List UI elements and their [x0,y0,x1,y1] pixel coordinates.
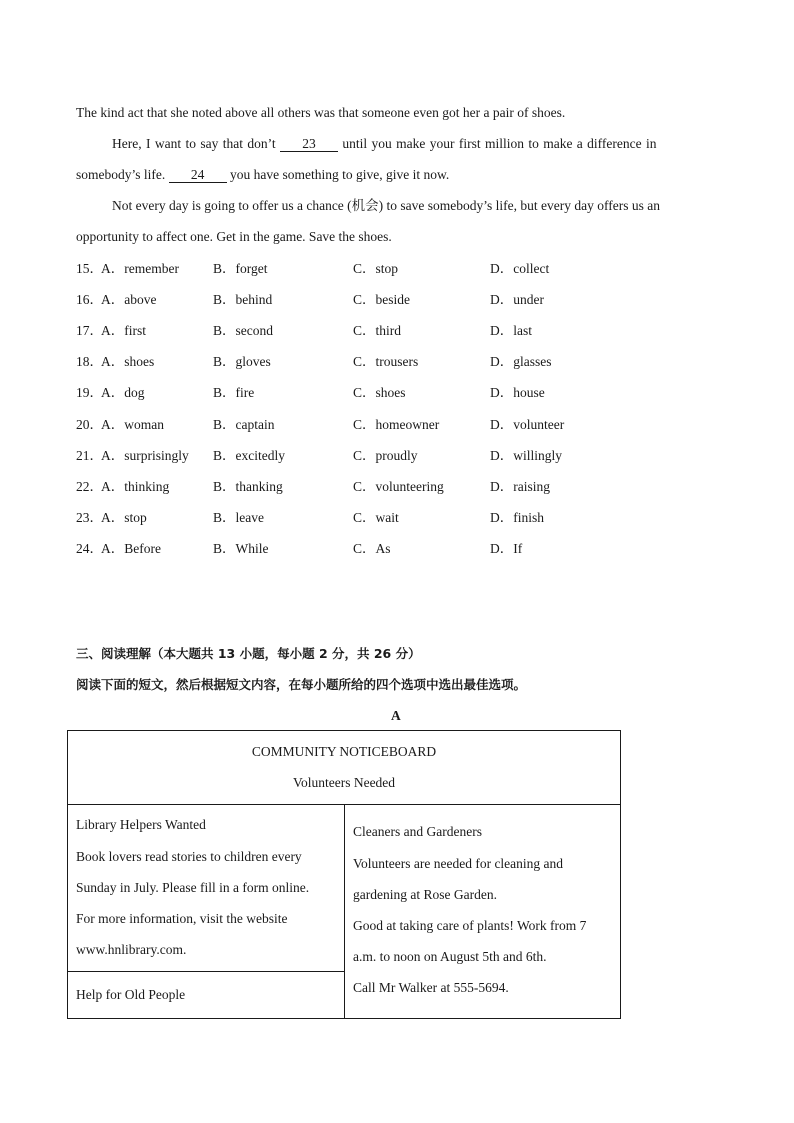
column-divider [344,804,345,1018]
cleaners-line: a.m. to noon on August 5th and 6th. [353,949,547,964]
question-row [76,260,716,278]
question-row [76,353,716,371]
passage-text: somebody’s life. [76,167,166,182]
option-d: D．collect [490,261,550,276]
option-b: B．second [213,323,273,339]
option-c: C．trousers [353,354,419,370]
option-a: A．surprisingly [101,447,189,463]
noticeboard-header [68,731,620,805]
option-d: D．volunteer [490,416,565,432]
cleaners-heading: Cleaners and Gardeners [353,824,482,839]
section-instruction: 阅读下面的短文，然后根据短文内容，在每小题所给的四个选项中选出最佳选项。 [76,677,527,692]
option-b: B．captain [213,416,275,432]
option-c: C．As [353,540,391,556]
question-number: 23． [76,509,103,525]
option-d: D．glasses [490,354,552,370]
passage-text: until you make your first million to make a difference in [342,136,657,151]
option-a: A．thinking [101,478,170,494]
question-number: 18． [76,354,103,370]
option-b: B．thanking [213,478,283,494]
option-b: B．While [213,540,269,556]
question-row [76,540,716,558]
question-number: 20． [76,416,103,432]
blank-24: 24 [169,167,227,183]
option-a: A．stop [101,509,147,525]
cleaners-line: Good at taking care of plants! Work from 7 [353,918,587,933]
noticeboard-title: COMMUNITY NOTICEBOARD [251,744,437,759]
noticeboard-subtitle: Volunteers Needed [292,775,396,790]
option-c: C．beside [353,292,410,308]
question-row [76,447,716,465]
option-d: D．last [490,323,532,339]
library-line: Sunday in July. Please fill in a form online. [76,880,310,895]
option-c: C．stop [353,261,399,276]
option-c: C．volunteering [353,478,444,494]
option-c: C．wait [353,509,399,525]
option-c: C．third [353,323,402,339]
question-number: 21． [76,447,103,463]
question-number: 19． [76,385,103,401]
library-line: Book lovers read stories to children every [76,849,302,864]
cleaners-line: Volunteers are needed for cleaning and [353,856,564,871]
noticeboard [67,730,621,1019]
passage-line: The kind act that she noted above all others was that someone even got her a pair of shoes. [76,105,566,120]
question-number: 22． [76,478,103,494]
option-c: C．homeowner [353,416,440,432]
option-a: A．dog [101,385,145,401]
cleaners-notice [353,824,615,1004]
question-number: 17． [76,323,103,339]
question-row [76,478,716,496]
question-row [76,509,716,527]
library-line: For more information, visit the website [76,911,288,926]
option-d: D．raising [490,478,550,494]
option-d: D．house [490,385,545,401]
option-b: B．leave [213,509,264,525]
question-number: 15． [76,261,103,276]
library-website: www.hnlibrary.com. [76,942,187,957]
question-row [76,291,716,309]
old-people-heading: Help for Old People [76,987,186,1002]
option-c: C．shoes [353,385,406,401]
option-d: D．finish [490,509,544,525]
option-a: A．remember [101,261,179,276]
old-people-notice [76,987,341,1011]
question-row [76,416,716,434]
option-a: A．above [101,292,157,308]
option-b: B．fire [213,385,255,401]
question-number: 16． [76,292,103,308]
passage-line: opportunity to affect one. Get in the game. Save the shoes. [76,229,392,244]
question-row [76,322,716,340]
question-row [76,384,716,402]
option-a: A．first [101,323,146,339]
option-b: B．excitedly [213,447,285,463]
passage-line: Not every day is going to offer us a chance (机会) to save somebody’s life, but every day offers us an [112,198,660,213]
blank-23: 23 [280,136,338,152]
library-notice [76,817,341,967]
cleaners-line: gardening at Rose Garden. [353,887,497,902]
option-a: A．Before [101,540,161,556]
option-d: D．If [490,540,523,556]
option-d: D．under [490,292,544,308]
library-heading: Library Helpers Wanted [76,817,206,832]
option-c: C．proudly [353,447,418,463]
passage-line [76,166,449,184]
row-divider [68,971,345,972]
part-label: A [391,708,401,723]
passage-line [112,135,657,153]
option-b: B．gloves [213,354,271,370]
section-heading: 三、阅读理解（本大题共 13 小题，每小题 2 分，共 26 分） [76,646,421,661]
option-d: D．willingly [490,447,563,463]
option-b: B．behind [213,292,273,308]
passage-text: Here, I want to say that don’t [112,136,276,151]
passage-text: you have something to give, give it now. [230,167,450,182]
option-a: A．shoes [101,354,155,370]
question-number: 24． [76,540,103,556]
cleaners-phone: Call Mr Walker at 555-5694. [353,980,509,995]
option-b: B．forget [213,261,268,276]
option-a: A．woman [101,416,164,432]
